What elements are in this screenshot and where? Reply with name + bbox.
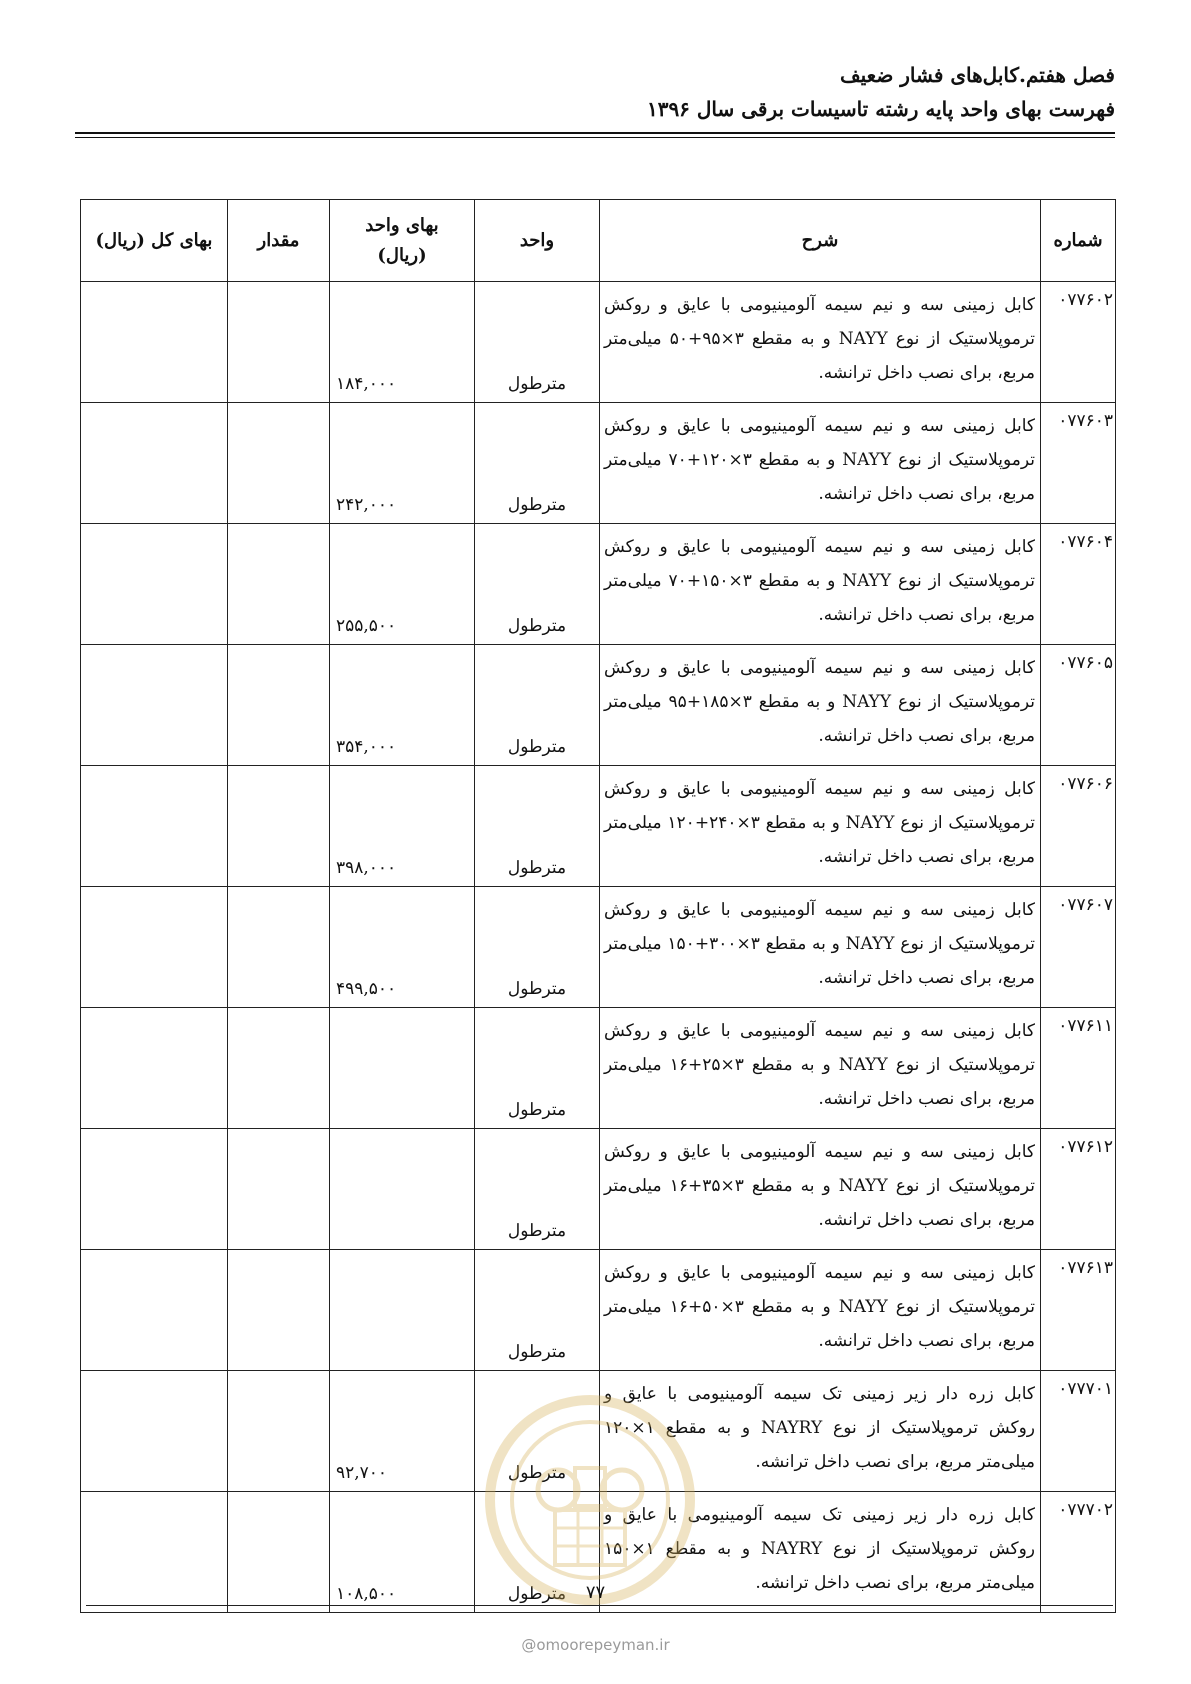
row-quantity — [228, 645, 330, 766]
row-unit: مترطول — [475, 1129, 600, 1250]
row-quantity — [228, 1371, 330, 1492]
row-code: ۰۷۷۶۰۷ — [1041, 887, 1116, 1008]
row-unit-price: ۴۹۹,۵۰۰ — [330, 887, 475, 1008]
table-row — [81, 766, 1116, 887]
header-unit-price-line2: (ریال) — [377, 244, 427, 266]
row-description: کابل زمینی سه و نیم سیمه آلومینیومی با عایق و روکش ترموپلاستیک از نوع NAYY و به مقطع ۳×۱۵۰+۷۰ میلی‌متر مربع، برای نصب داخل ترانشه. — [600, 524, 1041, 645]
header-rule-thick — [75, 132, 1115, 134]
row-code: ۰۷۷۷۰۲ — [1041, 1492, 1116, 1613]
row-code: ۰۷۷۶۰۵ — [1041, 645, 1116, 766]
row-unit-price: ۳۹۸,۰۰۰ — [330, 766, 475, 887]
row-code: ۰۷۷۶۰۶ — [1041, 766, 1116, 887]
table-row — [81, 1008, 1116, 1129]
chapter-title: فصل هفتم.کابل‌های فشار ضعیف — [839, 63, 1115, 87]
row-code: ۰۷۷۶۰۴ — [1041, 524, 1116, 645]
table-row — [81, 887, 1116, 1008]
row-description: کابل زمینی سه و نیم سیمه آلومینیومی با عایق و روکش ترموپلاستیک از نوع NAYY و به مقطع ۳×۵۰+۱۶ میلی‌متر مربع، برای نصب داخل ترانشه. — [600, 1250, 1041, 1371]
row-unit: مترطول — [475, 1008, 600, 1129]
price-list-table — [80, 199, 1116, 1613]
row-total — [81, 766, 228, 887]
header-description: شرح — [600, 200, 1041, 282]
row-unit-price: ۲۴۲,۰۰۰ — [330, 403, 475, 524]
footer-rule — [86, 1605, 1113, 1606]
table-row — [81, 1371, 1116, 1492]
header-code: شماره — [1041, 200, 1116, 282]
row-unit-price: ۱۰۸,۵۰۰ — [330, 1492, 475, 1613]
watermark-site: @omoorepeyman.ir — [521, 1636, 670, 1654]
row-unit: مترطول — [475, 1250, 600, 1371]
row-quantity — [228, 887, 330, 1008]
row-unit-price: ۳۵۴,۰۰۰ — [330, 645, 475, 766]
row-total — [81, 403, 228, 524]
row-unit-price — [330, 1008, 475, 1129]
row-total — [81, 1129, 228, 1250]
header-unit-price — [330, 200, 475, 282]
row-unit-price — [330, 1250, 475, 1371]
table-row — [81, 403, 1116, 524]
row-total — [81, 1250, 228, 1371]
row-description: کابل زره دار زیر زمینی تک سیمه آلومینیومی با عایق و روکش ترموپلاستیک از نوع NAYRY و به مقطع ۱×۱۵۰ میلی‌متر مربع، برای نصب داخل ترانشه. — [600, 1492, 1041, 1613]
row-description: کابل زره دار زیر زمینی تک سیمه آلومینیومی با عایق و روکش ترموپلاستیک از نوع NAYRY و به مقطع ۱×۱۲۰ میلی‌متر مربع، برای نصب داخل ترانشه. — [600, 1371, 1041, 1492]
row-quantity — [228, 1129, 330, 1250]
row-quantity — [228, 524, 330, 645]
row-quantity — [228, 766, 330, 887]
row-description: کابل زمینی سه و نیم سیمه آلومینیومی با عایق و روکش ترموپلاستیک از نوع NAYY و به مقطع ۳×۱۸۵+۹۵ میلی‌متر مربع، برای نصب داخل ترانشه. — [600, 645, 1041, 766]
header-rule-thin — [75, 137, 1115, 138]
row-code: ۰۷۷۶۱۱ — [1041, 1008, 1116, 1129]
table-row — [81, 1129, 1116, 1250]
row-description: کابل زمینی سه و نیم سیمه آلومینیومی با عایق و روکش ترموپلاستیک از نوع NAYY و به مقطع ۳×۲۴۰+۱۲۰ میلی‌متر مربع، برای نصب داخل ترانشه. — [600, 766, 1041, 887]
row-code: ۰۷۷۶۰۲ — [1041, 282, 1116, 403]
table-row — [81, 524, 1116, 645]
row-unit: مترطول — [475, 282, 600, 403]
row-unit: مترطول — [475, 403, 600, 524]
table-header-row — [81, 200, 1116, 282]
row-code: ۰۷۷۷۰۱ — [1041, 1371, 1116, 1492]
row-unit-price: ۱۸۴,۰۰۰ — [330, 282, 475, 403]
row-total — [81, 645, 228, 766]
row-unit: مترطول — [475, 645, 600, 766]
table-row — [81, 282, 1116, 403]
row-unit: مترطول — [475, 887, 600, 1008]
row-total — [81, 887, 228, 1008]
row-total — [81, 524, 228, 645]
row-quantity — [228, 282, 330, 403]
row-unit-price: ۹۲,۷۰۰ — [330, 1371, 475, 1492]
row-unit-price — [330, 1129, 475, 1250]
row-code: ۰۷۷۶۰۳ — [1041, 403, 1116, 524]
row-quantity — [228, 403, 330, 524]
header-quantity: مقدار — [228, 200, 330, 282]
page-number: ۷۷ — [585, 1582, 606, 1603]
header-unit: واحد — [475, 200, 600, 282]
row-code: ۰۷۷۶۱۲ — [1041, 1129, 1116, 1250]
row-quantity — [228, 1250, 330, 1371]
row-total — [81, 1371, 228, 1492]
row-unit: مترطول — [475, 1492, 600, 1613]
table-row — [81, 645, 1116, 766]
row-unit-price: ۲۵۵,۵۰۰ — [330, 524, 475, 645]
row-total — [81, 282, 228, 403]
page-header — [647, 58, 1115, 126]
row-unit: مترطول — [475, 766, 600, 887]
row-description: کابل زمینی سه و نیم سیمه آلومینیومی با عایق و روکش ترموپلاستیک از نوع NAYY و به مقطع ۳×۳۰۰+۱۵۰ میلی‌متر مربع، برای نصب داخل ترانشه. — [600, 887, 1041, 1008]
row-description: کابل زمینی سه و نیم سیمه آلومینیومی با عایق و روکش ترموپلاستیک از نوع NAYY و به مقطع ۳×۳۵+۱۶ میلی‌متر مربع، برای نصب داخل ترانشه. — [600, 1129, 1041, 1250]
row-quantity — [228, 1008, 330, 1129]
row-unit: مترطول — [475, 524, 600, 645]
header-total-price: بهای کل (ریال) — [81, 200, 228, 282]
table-row — [81, 1250, 1116, 1371]
row-description: کابل زمینی سه و نیم سیمه آلومینیومی با عایق و روکش ترموپلاستیک از نوع NAYY و به مقطع ۳×۱۲۰+۷۰ میلی‌متر مربع، برای نصب داخل ترانشه. — [600, 403, 1041, 524]
row-unit: مترطول — [475, 1371, 600, 1492]
row-description: کابل زمینی سه و نیم سیمه آلومینیومی با عایق و روکش ترموپلاستیک از نوع NAYY و به مقطع ۳×۲۵+۱۶ میلی‌متر مربع، برای نصب داخل ترانشه. — [600, 1008, 1041, 1129]
header-unit-price-line1: بهای واحد — [365, 214, 439, 236]
row-code: ۰۷۷۶۱۳ — [1041, 1250, 1116, 1371]
document-title: فهرست بهای واحد پایه رشته تاسیسات برقی سال ۱۳۹۶ — [646, 97, 1115, 121]
row-total — [81, 1008, 228, 1129]
row-description: کابل زمینی سه و نیم سیمه آلومینیومی با عایق و روکش ترموپلاستیک از نوع NAYY و به مقطع ۳×۹۵+۵۰ میلی‌متر مربع، برای نصب داخل ترانشه. — [600, 282, 1041, 403]
